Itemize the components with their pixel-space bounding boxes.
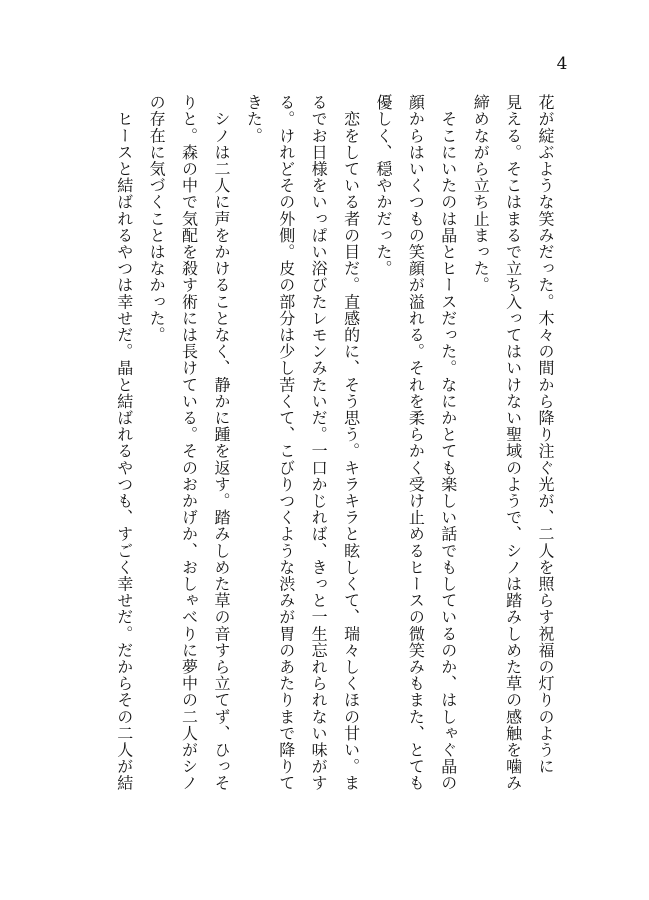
paragraph-2: そこにいたのは晶とヒースだった。なにかとても楽しい話でもしているのか、はしゃぐ晶の 顔からはいくつもの笑顔が溢れる。それを柔らかく受け止めるヒースの微笑みもまた、とても 優しく、穏やかだった。 — [373, 94, 458, 792]
paragraph-1: 花が綻ぶような笑みだった。木々の間から降り注ぐ光が、二人を照らす祝福の灯りのように 見える。そこはまるで立ち入ってはいけない聖域のようで、シノは踏みしめた草の感触を噛み 締めながら立ち止まった。 — [471, 94, 555, 792]
vertical-text-body — [107, 94, 561, 834]
paragraph-3: 恋をしている者の目だ。直感的に、そう思う。キラキラと眩しくて、瑞々しくほの甘い。ま るでお日様をいっぱい浴びたレモンみたいだ。一口かじれば、きっと一生忘れられない味がす る。けれどその外側。皮の部分は少し苦くて、こびりつくような渋みが胃のあたりまで降りて きた。 — [244, 94, 361, 792]
paragraph-5: ヒースと結ばれるやつは幸せだ。晶と結ばれるやつも、すごく幸せだ。だからその二人が結 — [114, 94, 134, 792]
page-number: 4 — [556, 54, 568, 74]
paragraph-4: シノは二人に声をかけることなく、静かに踵を返す。踏みしめた草の音すら立てず、ひっそ りと。森の中で気配を殺す術には長けている。そのおかげか、おしゃべりに夢中の二人がシノ の存在に気づくことはなかった。 — [147, 94, 231, 792]
